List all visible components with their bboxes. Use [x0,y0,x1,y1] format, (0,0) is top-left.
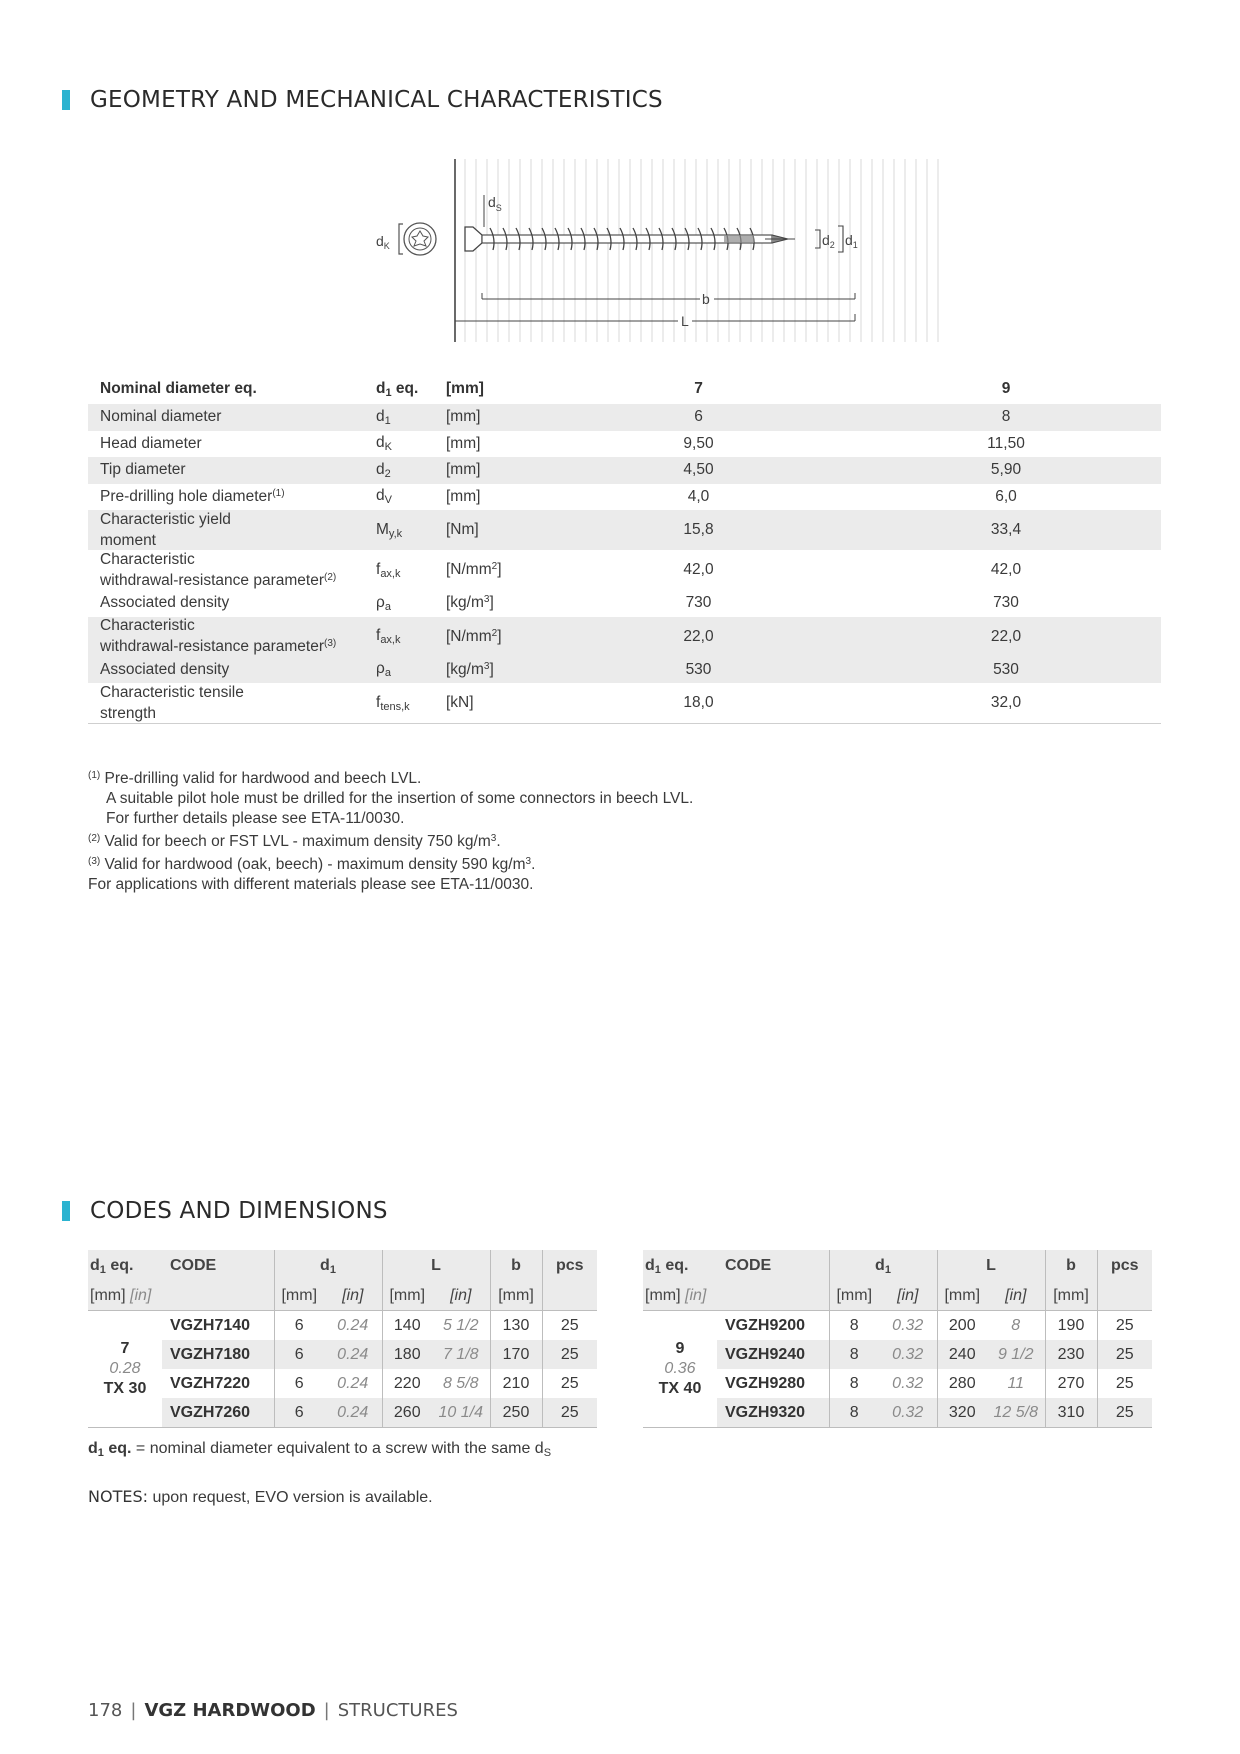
characteristics-row [88,617,1161,657]
row-label: Characteristic withdrawal-resistance parameter$^{(3)}$ [88,617,376,657]
L-mm: 140 [382,1311,432,1341]
d1-mm: 6 [274,1398,324,1428]
L-in: 9 1/2 [987,1340,1045,1369]
row-symbol: $\rho_a$ [376,657,446,684]
diameter-group: 9 0.36 TX 40 [643,1311,717,1428]
product-code: VGZH7180 [162,1340,274,1369]
product-code: VGZH9200 [725,1316,806,1334]
product-name: VGZ HARDWOOD [144,1700,316,1721]
pcs: 25 [1097,1369,1152,1398]
header-unit: [mm] [446,380,484,397]
row-symbol: $f_{ax,k}$ [376,560,401,580]
catalog-section: STRUCTURES [337,1700,458,1721]
footnote-2: $^{(2)}$ Valid for beech or FST LVL - maximum density 750 $kg/m^3$. [88,833,501,850]
characteristics-row [88,404,1161,431]
row-value-7: 9,50 [683,434,714,452]
L-in: 11 [1007,1374,1025,1392]
table-row [88,1311,597,1341]
table-row [88,1340,597,1369]
pcs: 25 [1097,1311,1152,1341]
row-symbol: $f_{ax,k}$ [376,617,446,657]
row-value-7: 6 [546,404,851,431]
L-mm: 180 [382,1340,432,1369]
screw-diagram [370,157,940,347]
pcs: 25 [1097,1398,1152,1428]
col-code: CODE [162,1250,274,1282]
row-unit: $[N/mm^2]$ [446,617,546,657]
row-unit: $[kg/m^3]$ [446,594,494,612]
L-in: 5 1/2 [442,1316,479,1334]
table-row [88,1369,597,1398]
row-value-9: 11,50 [987,434,1025,452]
row-unit: [kN] [446,683,546,724]
L-in: 7 1/8 [432,1340,490,1369]
col-L: L [937,1250,1045,1282]
characteristics-row [88,590,1161,617]
row-value-7: 42,0 [683,561,714,578]
L-mm: 320 [937,1398,987,1428]
row-value-9: 33,4 [851,510,1161,550]
d1-mm: 6 [274,1340,324,1369]
unit-mm: [mm] [829,1282,879,1311]
col-L: L [382,1250,490,1282]
header-value-9: 9 [1001,380,1011,397]
unit-mm: [mm] [1045,1282,1097,1311]
product-code: VGZH9240 [717,1340,829,1369]
pcs: 25 [542,1369,597,1398]
b-mm: 170 [490,1340,542,1369]
table-row [643,1340,1152,1369]
product-code: VGZH9280 [725,1374,806,1392]
d1-in: 0.24 [337,1374,369,1392]
header-value-7: 7 [694,380,703,397]
col-d1: $d_1$ [274,1250,382,1282]
row-value-7: 530 [546,657,851,684]
unit-blank [1097,1282,1152,1311]
unit-mm: [mm] [937,1282,987,1311]
codes-table-left [88,1250,597,1428]
L-mm: 220 [382,1369,432,1398]
col-pcs: pcs [1097,1250,1152,1282]
b-mm: 270 [1045,1369,1097,1398]
footnote-1-line-3: For further details please see ETA-11/0030. [106,810,405,827]
section-title-text: GEOMETRY AND MECHANICAL CHARACTERISTICS [90,87,663,113]
L-in: 12 5/8 [987,1398,1045,1428]
codes-header-row [88,1250,597,1282]
footnote-1-line-2: A suitable pilot hole must be drilled for the insertion of some connectors in beech LVL. [106,790,694,807]
characteristics-row [88,510,1161,550]
unit-mm: [mm] [274,1282,324,1311]
d1-mm: 6 [274,1369,324,1398]
L-dimension-label: L [681,313,689,329]
page-number: 178 [88,1700,123,1721]
screw-head-end-view [399,223,436,255]
row-label: Pre-drilling hole diameter$^{(1)}$ [100,487,285,505]
characteristics-row [88,657,1161,684]
unit-in: [in] [879,1282,937,1311]
d1-mm: 8 [829,1311,879,1341]
row-symbol: $d_V$ [376,487,392,507]
col-d1eq: $d_1$ eq. [88,1250,162,1282]
d1-in: 0.24 [324,1398,382,1428]
characteristics-row [88,484,1161,511]
d1-mm: 8 [829,1369,879,1398]
L-mm: 260 [382,1398,432,1428]
codes-table-right [643,1250,1152,1428]
pcs: 25 [542,1398,597,1428]
footnotes [88,766,693,895]
product-code: VGZH9320 [717,1398,829,1428]
row-value-7: 4,0 [687,487,710,505]
row-label: Head diameter [100,434,202,452]
product-code: VGZH7260 [162,1398,274,1428]
d1-in: 0.24 [324,1340,382,1369]
b-mm: 190 [1045,1311,1097,1341]
b-mm: 310 [1045,1398,1097,1428]
row-value-9: 8 [851,404,1161,431]
section-title-geometry [62,87,663,113]
col-d1eq: $d_1$ eq. [643,1250,717,1282]
footnote-3: $^{(3)}$ Valid for hardwood (oak, beech) - maximum density 590 $kg/m^3$. [88,856,536,873]
L-in: 10 1/4 [432,1398,490,1428]
L-in: 8 5/8 [442,1374,479,1392]
characteristics-table [88,374,1161,724]
pcs: 25 [1097,1340,1152,1369]
d1-mm: 6 [274,1311,324,1341]
b-mm: 250 [490,1398,542,1428]
table-row [643,1311,1152,1341]
unit-in: [in] [987,1282,1045,1311]
section-accent-bar [62,1201,70,1221]
ds-label: $d_S$ [488,194,502,213]
unit-mm: [mm] [382,1282,432,1311]
row-unit: [Nm] [446,510,546,550]
row-label: Tip diameter [88,457,376,484]
row-unit: [mm] [446,457,546,484]
unit-d1eq: [mm] [in] [88,1282,274,1311]
row-unit: $[N/mm^2]$ [446,561,502,578]
characteristics-row [88,550,1161,590]
d1-in: 0.32 [879,1340,937,1369]
row-label: Characteristic yield moment [88,510,376,550]
L-in: 8 [1011,1316,1021,1334]
row-symbol: $d_K$ [376,434,392,454]
pcs: 25 [542,1340,597,1369]
row-value-9: 5,90 [851,457,1161,484]
row-label: Characteristic tensile strength [88,683,376,724]
row-label: Associated density [88,657,376,684]
row-symbol: $d_2$ [376,457,446,484]
unit-in: [in] [432,1282,490,1311]
row-unit: [mm] [446,404,546,431]
pcs: 25 [542,1311,597,1341]
col-b: b [490,1250,542,1282]
b-mm: 130 [490,1311,542,1341]
col-b: b [1045,1250,1097,1282]
codes-unit-row [88,1282,597,1311]
unit-mm: [mm] [490,1282,542,1311]
d1-in: 0.32 [892,1316,924,1334]
d1-mm: 8 [829,1398,879,1428]
row-unit: [mm] [446,487,481,505]
unit-in: [in] [324,1282,382,1311]
notes: NOTES: upon request, EVO version is available. [88,1487,433,1506]
section-title-codes [62,1198,388,1224]
L-mm: 280 [937,1369,987,1398]
characteristics-row [88,457,1161,484]
d1eq-legend: $d_1$ eq. = nominal diameter equivalent to a screw with the same $d_S$ [88,1440,552,1459]
row-value-9: 730 [993,594,1019,612]
col-pcs: pcs [542,1250,597,1282]
col-d1: $d_1$ [829,1250,937,1282]
b-mm: 210 [490,1369,542,1398]
header-label: Nominal diameter eq. [100,380,257,397]
row-label: Nominal diameter [88,404,376,431]
d1-in: 0.32 [892,1374,924,1392]
row-value-9: 530 [851,657,1161,684]
unit-blank [542,1282,597,1311]
row-value-9: 22,0 [851,617,1161,657]
row-symbol: $d_1$ [376,404,446,431]
wood-grain-lines [465,159,938,342]
product-code: VGZH7220 [170,1374,251,1392]
row-unit: [mm] [446,434,481,452]
diameter-group: 7 0.28 TX 30 [88,1311,162,1428]
L-mm: 240 [937,1340,987,1369]
row-label: Associated density [100,594,230,612]
row-value-9: 32,0 [851,683,1161,724]
table-row [88,1398,597,1428]
section-accent-bar [62,90,70,110]
footnote-4: For applications with different materials please see ETA-11/0030. [88,876,534,893]
d1-mm: 8 [829,1340,879,1369]
b-dimension-label: b [702,291,710,307]
footnote-1: $^{(1)}$ Pre-drilling valid for hardwood and beech LVL. [88,770,422,787]
row-symbol: $\rho_a$ [376,593,391,613]
b-mm: 230 [1045,1340,1097,1369]
section-title-text: CODES AND DIMENSIONS [90,1198,388,1224]
dk-label: $d_K$ [376,233,390,251]
row-label: Characteristic withdrawal-resistance parameter$^{(2)}$ [100,550,337,589]
row-symbol: $f_{tens,k}$ [376,683,446,724]
L-mm: 200 [937,1311,987,1341]
table-row [643,1369,1152,1398]
unit-d1eq: [mm] [in] [643,1282,829,1311]
characteristics-row [88,683,1161,724]
codes-unit-row [643,1282,1152,1311]
d1-in: 0.32 [879,1398,937,1428]
codes-header-row [643,1250,1152,1282]
page-footer: 178 | VGZ HARDWOOD | STRUCTURES [88,1700,458,1721]
d1-in: 0.24 [337,1316,369,1334]
characteristics-header-row [88,374,1161,404]
row-value-9: 42,0 [990,561,1022,578]
row-value-7: 4,50 [546,457,851,484]
row-value-7: 730 [685,594,712,612]
row-value-7: 18,0 [546,683,851,724]
table-row [643,1398,1152,1428]
row-value-7: 15,8 [546,510,851,550]
characteristics-row [88,431,1161,458]
d1-label: $d_1$ [845,232,858,250]
row-value-9: 6,0 [995,487,1017,505]
row-symbol: $M_{y,k}$ [376,510,446,550]
row-value-7: 22,0 [546,617,851,657]
product-code: VGZH7140 [170,1316,251,1334]
header-symbol: $d_1$ eq. [376,379,419,399]
col-code: CODE [717,1250,829,1282]
row-unit: $[kg/m^3]$ [446,657,546,684]
d2-label: $d_2$ [822,232,835,250]
